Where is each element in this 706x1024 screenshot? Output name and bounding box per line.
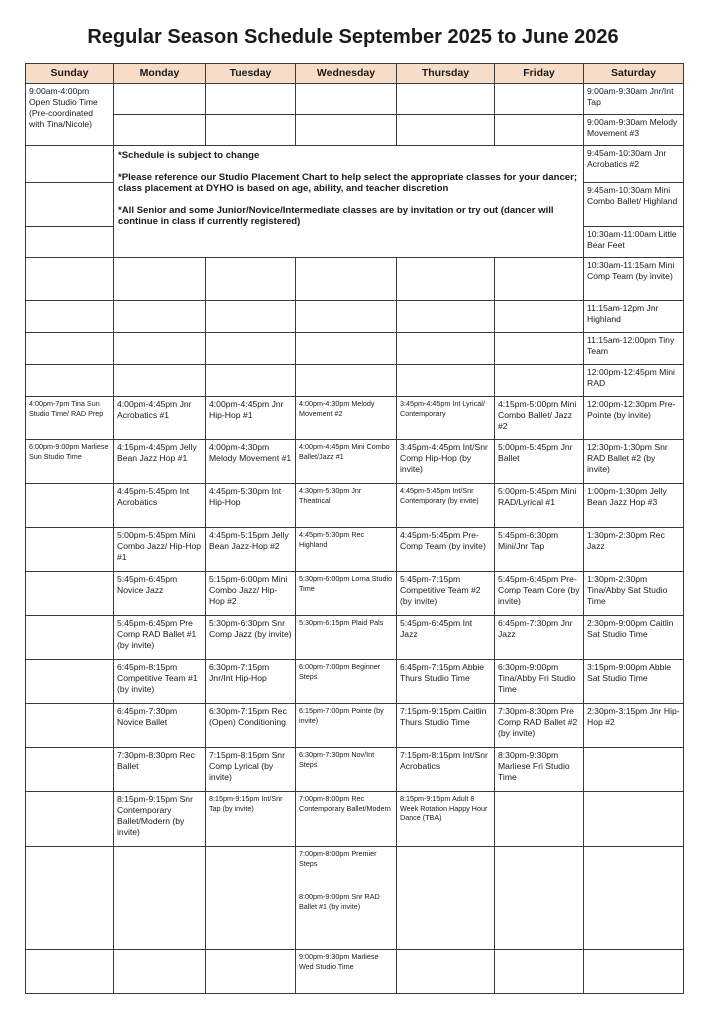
saturday-class-cell: 2:30pm-3:15pm Jnr Hip-Hop #2 [584, 704, 684, 748]
saturday-class-cell: 1:30pm-2:30pm Tina/Abby Sat Studio Time [584, 572, 684, 616]
empty-cell [397, 301, 495, 333]
thursday-class-cell: 7:15pm-9:15pm Caitlin Thurs Studio Time [397, 704, 495, 748]
wednesday-class-cell: 4:30pm-5:30pm Jnr Theatrical [296, 484, 397, 528]
empty-cell [26, 660, 114, 704]
thursday-class-cell: 4:45pm-5:45pm Pre-Comp Team (by invite) [397, 528, 495, 572]
friday-class-cell: 5:45pm-6:45pm Pre-Comp Team Core (by invite) [495, 572, 584, 616]
empty-cell [26, 704, 114, 748]
day-header-tuesday: Tuesday [206, 64, 296, 84]
saturday-class-cell: 9:45am-10:30am Jnr Acrobatics #2 [584, 146, 684, 183]
friday-class-cell: 4:15pm-5:00pm Mini Combo Ballet/ Jazz #2 [495, 397, 584, 440]
thursday-class-cell: 3:45pm-4:45pm Int Lyrical/ Contemporary [397, 397, 495, 440]
sunday-tina-studio-cell: 4:00pm-7pm Tina Sun Studio Time/ RAD Prep [26, 397, 114, 440]
empty-cell [114, 84, 206, 115]
thursday-class-cell: 4:45pm-5:45pm Int/Snr Contemporary (by invite) [397, 484, 495, 528]
empty-cell [296, 84, 397, 115]
empty-cell [397, 258, 495, 301]
wednesday-class-cell: 7:00pm-8:00pm Rec Contemporary Ballet/Modern [296, 792, 397, 847]
saturday-class-cell: 12:00pm-12:30pm Pre-Pointe (by invite) [584, 397, 684, 440]
empty-cell [26, 616, 114, 660]
empty-cell [296, 333, 397, 365]
saturday-class-cell: 10:30am-11:00am Little Bear Feet [584, 227, 684, 258]
monday-class-cell: 5:45pm-6:45pm Pre Comp RAD Ballet #1 (by invite) [114, 616, 206, 660]
wednesday-snr-rad-ballet: 8:00pm-9:00pm Snr RAD Ballet #1 (by invite) [299, 892, 380, 911]
empty-cell [584, 748, 684, 792]
empty-cell [397, 333, 495, 365]
empty-cell [26, 183, 114, 227]
page-title: Regular Season Schedule September 2025 to June 2026 [87, 26, 619, 48]
wednesday-class-cell: 4:45pm-5:30pm Rec Highland [296, 528, 397, 572]
empty-cell [296, 301, 397, 333]
note-change: *Schedule is subject to change [118, 150, 260, 161]
note-placement: *Please reference our Studio Placement Chart to help select the appropriate classes for your dancer; class placement at DYHO is based on age, ability, and teacher discretion [118, 171, 578, 194]
empty-cell [397, 365, 495, 397]
tuesday-class-cell: 4:00pm-4:45pm Jnr Hip-Hop #1 [206, 397, 296, 440]
empty-cell [495, 84, 584, 115]
empty-cell [26, 528, 114, 572]
monday-class-cell: 6:45pm-8:15pm Competitive Team #1 (by invite) [114, 660, 206, 704]
empty-cell [206, 258, 296, 301]
day-header-sunday: Sunday [26, 64, 114, 84]
tuesday-class-cell: 4:00pm-4:30pm Melody Movement #1 [206, 440, 296, 484]
monday-class-cell: 5:00pm-5:45pm Mini Combo Jazz/ Hip-Hop #1 [114, 528, 206, 572]
empty-cell [26, 227, 114, 258]
empty-cell [397, 84, 495, 115]
empty-cell [584, 847, 684, 950]
saturday-class-cell: 3:15pm-9:00pm Abbie Sat Studio Time [584, 660, 684, 704]
tuesday-class-cell: 7:15pm-8:15pm Snr Comp Lyrical (by invite) [206, 748, 296, 792]
friday-class-cell: 8:30pm-9:30pm Marliese Fri Studio Time [495, 748, 584, 792]
day-header-wednesday: Wednesday [296, 64, 397, 84]
wednesday-class-cell: 5:30pm-6:00pm Lorna Studio Time [296, 572, 397, 616]
day-header-thursday: Thursday [397, 64, 495, 84]
tuesday-class-cell: 4:45pm-5:30pm Int Hip-Hop [206, 484, 296, 528]
wednesday-class-cell [296, 847, 397, 950]
tuesday-class-cell: 6:30pm-7:15pm Rec (Open) Conditioning [206, 704, 296, 748]
saturday-class-cell: 9:00am-9:30am Melody Movement #3 [584, 115, 684, 146]
empty-cell [495, 333, 584, 365]
empty-cell [26, 572, 114, 616]
thursday-class-cell: 7:15pm-8:15pm Int/Snr Acrobatics [397, 748, 495, 792]
saturday-class-cell: 1:00pm-1:30pm Jelly Bean Jazz Hop #3 [584, 484, 684, 528]
empty-cell [114, 950, 206, 994]
friday-class-cell: 6:30pm-9:00pm Tina/Abby Fri Studio Time [495, 660, 584, 704]
empty-cell [495, 301, 584, 333]
note-invite: *All Senior and some Junior/Novice/Intermediate classes are by invitation or try out (dancer will continue in class if currently registered) [118, 204, 554, 227]
tuesday-class-cell: 6:30pm-7:15pm Jnr/Int Hip-Hop [206, 660, 296, 704]
empty-cell [584, 950, 684, 994]
wednesday-class-cell: 6:15pm-7:00pm Pointe (by invite) [296, 704, 397, 748]
empty-cell [495, 950, 584, 994]
empty-cell [206, 115, 296, 146]
monday-class-cell: 4:45pm-5:45pm Int Acrobatics [114, 484, 206, 528]
empty-cell [206, 84, 296, 115]
empty-cell [114, 333, 206, 365]
monday-class-cell: 5:45pm-6:45pm Novice Jazz [114, 572, 206, 616]
friday-class-cell: 5:45pm-6:30pm Mini/Jnr Tap [495, 528, 584, 572]
empty-cell [114, 115, 206, 146]
empty-cell [26, 792, 114, 847]
day-header-monday: Monday [114, 64, 206, 84]
day-header-friday: Friday [495, 64, 584, 84]
empty-cell [584, 792, 684, 847]
thursday-class-cell: 5:45pm-6:45pm Int Jazz [397, 616, 495, 660]
empty-cell [206, 333, 296, 365]
wednesday-class-cell: 4:00pm-4:45pm Mini Combo Ballet/Jazz #1 [296, 440, 397, 484]
schedule-table [25, 63, 684, 994]
empty-cell [206, 301, 296, 333]
empty-cell [296, 115, 397, 146]
sunday-marliese-studio-cell: 6:00pm-9:00pm Marliese Sun Studio Time [26, 440, 114, 484]
saturday-class-cell: 12:00pm-12:45pm Mini RAD [584, 365, 684, 397]
empty-cell [495, 115, 584, 146]
empty-cell [26, 950, 114, 994]
empty-cell [495, 258, 584, 301]
empty-cell [26, 258, 114, 301]
empty-cell [397, 950, 495, 994]
sunday-open-studio-cell: 9:00am-4:00pm Open Studio Time (Pre-coordinated with Tina/Nicole) [26, 84, 114, 146]
empty-cell [26, 484, 114, 528]
empty-cell [26, 365, 114, 397]
saturday-class-cell: 11:15am-12:00pm Tiny Team [584, 333, 684, 365]
empty-cell [495, 792, 584, 847]
saturday-class-cell: 9:45am-10:30am Mini Combo Ballet/ Highland [584, 183, 684, 227]
empty-cell [114, 365, 206, 397]
friday-class-cell: 5:00pm-5:45pm Mini RAD/Lyrical #1 [495, 484, 584, 528]
tuesday-class-cell: 8:15pm-9:15pm Int/Snr Tap (by invite) [206, 792, 296, 847]
empty-cell [495, 847, 584, 950]
saturday-class-cell: 11:15am-12pm Jnr Highland [584, 301, 684, 333]
friday-class-cell: 6:45pm-7:30pm Jnr Jazz [495, 616, 584, 660]
wednesday-class-cell: 6:30pm-7:30pm Nov/Int Steps [296, 748, 397, 792]
empty-cell [114, 258, 206, 301]
empty-cell [495, 365, 584, 397]
tuesday-class-cell: 5:30pm-6:30pm Snr Comp Jazz (by invite) [206, 616, 296, 660]
wednesday-class-cell: 6:00pm-7:00pm Beginner Steps [296, 660, 397, 704]
thursday-class-cell: 3:45pm-4:45pm Int/Snr Comp Hip-Hop (by invite) [397, 440, 495, 484]
empty-cell [206, 847, 296, 950]
monday-class-cell: 4:15pm-4:45pm Jelly Bean Jazz Hop #1 [114, 440, 206, 484]
wednesday-class-cell: 9:00pm-9:30pm Marliese Wed Studio Time [296, 950, 397, 994]
empty-cell [26, 333, 114, 365]
empty-cell [397, 115, 495, 146]
empty-cell [206, 365, 296, 397]
friday-class-cell: 5:00pm-5:45pm Jnr Ballet [495, 440, 584, 484]
wednesday-class-cell: 5:30pm-6:15pm Plaid Pals [296, 616, 397, 660]
monday-class-cell: 6:45pm-7:30pm Novice Ballet [114, 704, 206, 748]
thursday-class-cell: 6:45pm-7:15pm Abbie Thurs Studio Time [397, 660, 495, 704]
saturday-class-cell: 1:30pm-2:30pm Rec Jazz [584, 528, 684, 572]
wednesday-class-cell: 4:00pm-4:30pm Melody Movement #2 [296, 397, 397, 440]
empty-cell [296, 258, 397, 301]
empty-cell [26, 847, 114, 950]
monday-class-cell: 7:30pm-8:30pm Rec Ballet [114, 748, 206, 792]
saturday-class-cell: 9:00am-9:30am Jnr/Int Tap [584, 84, 684, 115]
friday-class-cell: 7:30pm-8:30pm Pre Comp RAD Ballet #2 (by invite) [495, 704, 584, 748]
thursday-class-cell: 8:15pm-9:15pm Adult 8 Week Rotation Happy Hour Dance (TBA) [397, 792, 495, 847]
empty-cell [26, 748, 114, 792]
empty-cell [206, 950, 296, 994]
schedule-notes [114, 146, 584, 258]
day-header-saturday: Saturday [584, 64, 684, 84]
saturday-class-cell: 2:30pm-9:00pm Caitlin Sat Studio Time [584, 616, 684, 660]
empty-cell [114, 847, 206, 950]
saturday-class-cell: 10:30am-11:15am Mini Comp Team (by invite) [584, 258, 684, 301]
empty-cell [26, 146, 114, 183]
tuesday-class-cell: 4:45pm-5:15pm Jelly Bean Jazz-Hop #2 [206, 528, 296, 572]
empty-cell [397, 847, 495, 950]
day-header-row [26, 64, 684, 84]
empty-cell [114, 301, 206, 333]
monday-class-cell: 8:15pm-9:15pm Snr Contemporary Ballet/Modern (by invite) [114, 792, 206, 847]
saturday-class-cell: 12:30pm-1:30pm Snr RAD Ballet #2 (by invite) [584, 440, 684, 484]
tuesday-class-cell: 5:15pm-6:00pm Mini Combo Jazz/ Hip-Hop #2 [206, 572, 296, 616]
empty-cell [296, 365, 397, 397]
wednesday-premier-steps: 7:00pm-8:00pm Premier Steps [299, 849, 377, 868]
monday-class-cell: 4:00pm-4:45pm Jnr Acrobatics #1 [114, 397, 206, 440]
thursday-class-cell: 5:45pm-7:15pm Competitive Team #2 (by invite) [397, 572, 495, 616]
empty-cell [26, 301, 114, 333]
